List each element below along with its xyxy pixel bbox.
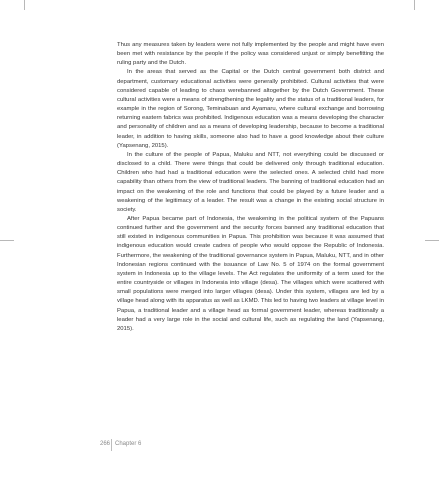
paragraph: After Papua became part of Indonesia, the weakening in the political system of the Papuans continued further and the government and the security forces banned any traditional education that still existed in indigenous communities in Papua. This prohibition was because it was assumed that indigenous education would create cadres of people who would oppose the Republic of Indonesia. Furthermore, the weakening of the traditional governance system in Papua, Maluku, NTT, and in other Indonesian regions continued with the issuance of Law No. 5 of 1974 on the formal government system in Indonesia up to the village levels. The Act regulates the uniformity of a term used for the entire countryside or villages in Indonesia into village (desa). The villages which were scattered with small populations were merged into larger villages (desa). Under this system, villages are led by a village head along with its apparatus as well as LKMD. This led to having two leaders at village level in Papua, a traditional leader and a village head as formal government leader, whereas traditionally a leader had a very large role in the social and cultural life, such as regulating the land (Yapsenang, 2015). — [117, 215, 384, 332]
page-footer — [0, 438, 439, 452]
chapter-label: Chapter 6 — [115, 441, 142, 447]
page-number: 266 — [100, 441, 111, 447]
crop-mark-right-middle — [425, 240, 439, 241]
crop-mark-top-left — [24, 0, 25, 10]
crop-mark-top-right — [414, 0, 415, 10]
paragraph: Thus any measures taken by leaders were not fully implemented by the people and might have even been met with resistance by the people if the policy was considered unjust or simply benefitting the ruling party and the Dutch. — [117, 42, 384, 67]
footer-divider — [111, 439, 112, 451]
crop-mark-left-middle — [0, 240, 14, 241]
body-text — [117, 41, 384, 334]
paragraph: In the areas that served as the Capital or the Dutch central government both district and department, customary educational activities were generally prohibited. Cultural activities that were considered capable of leading to chaos werebanned altogether by the Dutch Government. These cultural activities were a means of strengthening the legality and the status of a traditional leaders, for example in the region of Sorong, Teminabuan and Ayamaru, where cultural exchange and borrowing returning eastern fabrics was prohibited. Indigenous education was a means developing the character and personality of children and as a means of developing leadership, because to become a traditional leader, in addition to having skills, someone also had to have a good knowledge about their culture (Yapsenang, 2015). — [117, 69, 384, 149]
paragraph: In the culture of the people of Papua, Maluku and NTT, not everything could be discussed or disclosed to a child. There were things that could be delivered only through traditional education. Children who had had a traditional education were the selected ones. A selected child had more capability than others from the view of traditional leaders. The banning of traditional education had an impact on the weakening of the role and functions that could be played by a future leader and a weakening of the legitimacy of a leader. The result was a change in the existing social structure in society. — [117, 151, 384, 213]
